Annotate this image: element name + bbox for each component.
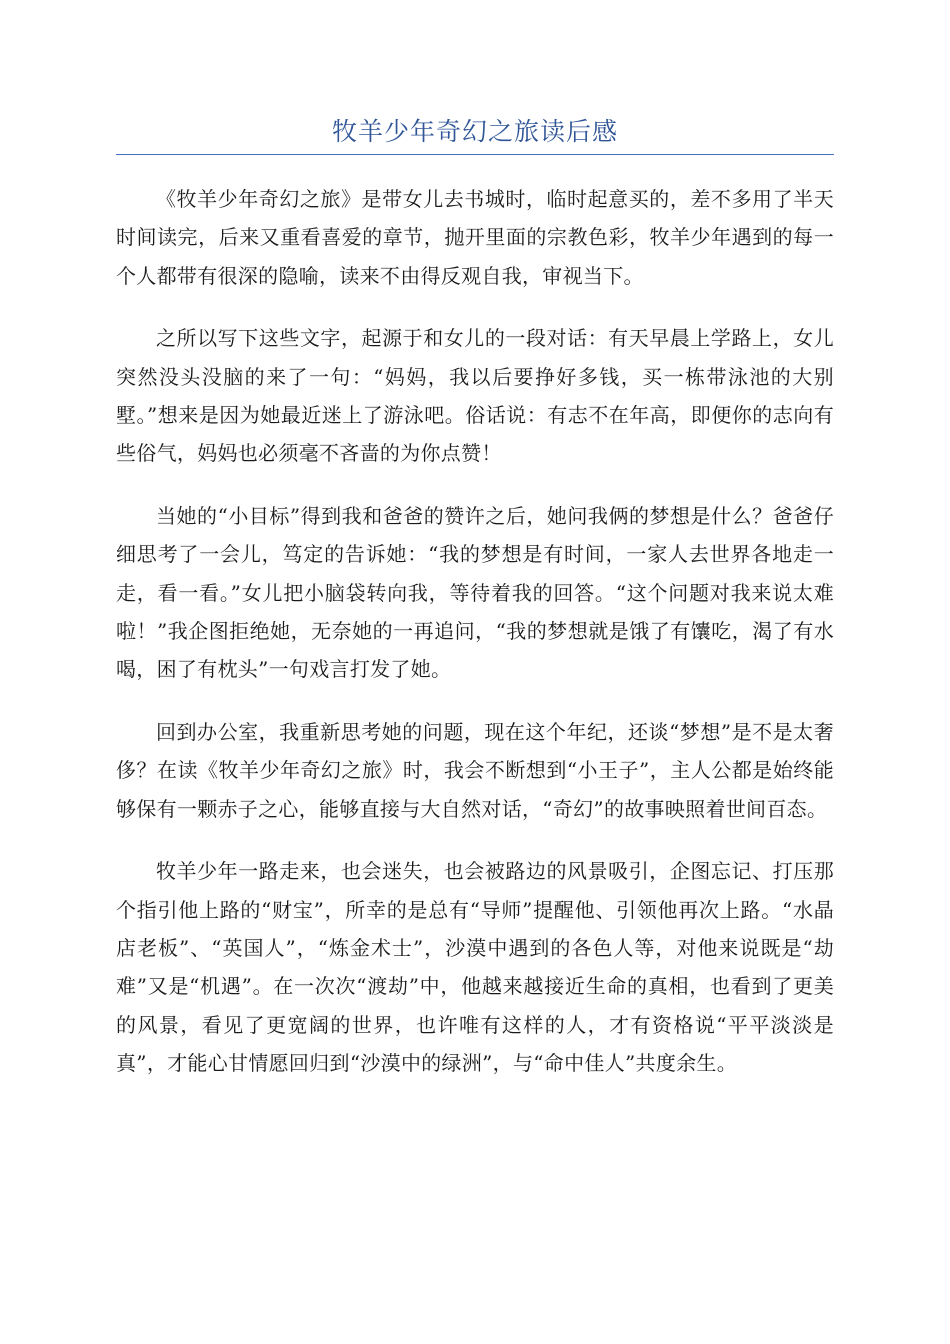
- paragraph-5: 牧羊少年一路走来，也会迷失，也会被路边的风景吸引，企图忘记、打压那个指引他上路的“财宝”，所幸的是总有“导师”提醒他、引领他再次上路。“水晶店老板”、“英国人”，“炼金术士”，沙漠中遇到的各色人等，对他来说既是“劫难”又是“机遇”。在一次次“渡劫”中，他越来越接近生命的真相，也看到了更美的风景，看见了更宽阔的世界，也许唯有这样的人，才有资格说“平平淡淡是真”，才能心甘情愿回归到“沙漠中的绿洲”，与“命中佳人”共度余生。: [116, 859, 834, 1076]
- paragraph-3: 当她的“小目标”得到我和爸爸的赞许之后，她问我俩的梦想是什么？爸爸仔细思考了一会儿，笃定的告诉她：“我的梦想是有时间，一家人去世界各地走一走，看一看。”女儿把小脑袋转向我，等待着我的回答。“这个问题对我来说太难啦！”我企图拒绝她，无奈她的一再追问，“我的梦想就是饿了有馕吃，渴了有水喝，困了有枕头”一句戏言打发了她。: [116, 503, 834, 682]
- title-underline: [116, 154, 834, 155]
- paragraph-2: 之所以写下这些文字，起源于和女儿的一段对话：有天早晨上学路上，女儿突然没头没脑的来了一句：“妈妈，我以后要挣好多钱，买一栋带泳池的大别墅。”想来是因为她最近迷上了游泳吧。俗话说：有志不在年高，即便你的志向有些俗气，妈妈也必须毫不吝啬的为你点赞！: [116, 326, 834, 466]
- document-body: [116, 180, 834, 1107]
- paragraph-4: 回到办公室，我重新思考她的问题，现在这个年纪，还谈“梦想”是不是太奢侈？在读《牧羊少年奇幻之旅》时，我会不断想到“小王子”，主人公都是始终能够保有一颗赤子之心，能够直接与大自然对话，“奇幻”的故事映照着世间百态。: [116, 719, 834, 821]
- document-title: 牧羊少年奇幻之旅读后感: [331, 117, 618, 146]
- paragraph-1: 《牧羊少年奇幻之旅》是带女儿去书城时，临时起意买的，差不多用了半天时间读完，后来又重看喜爱的章节，抛开里面的宗教色彩，牧羊少年遇到的每一个人都带有很深的隐喻，读来不由得反观自我，审视当下。: [116, 187, 834, 288]
